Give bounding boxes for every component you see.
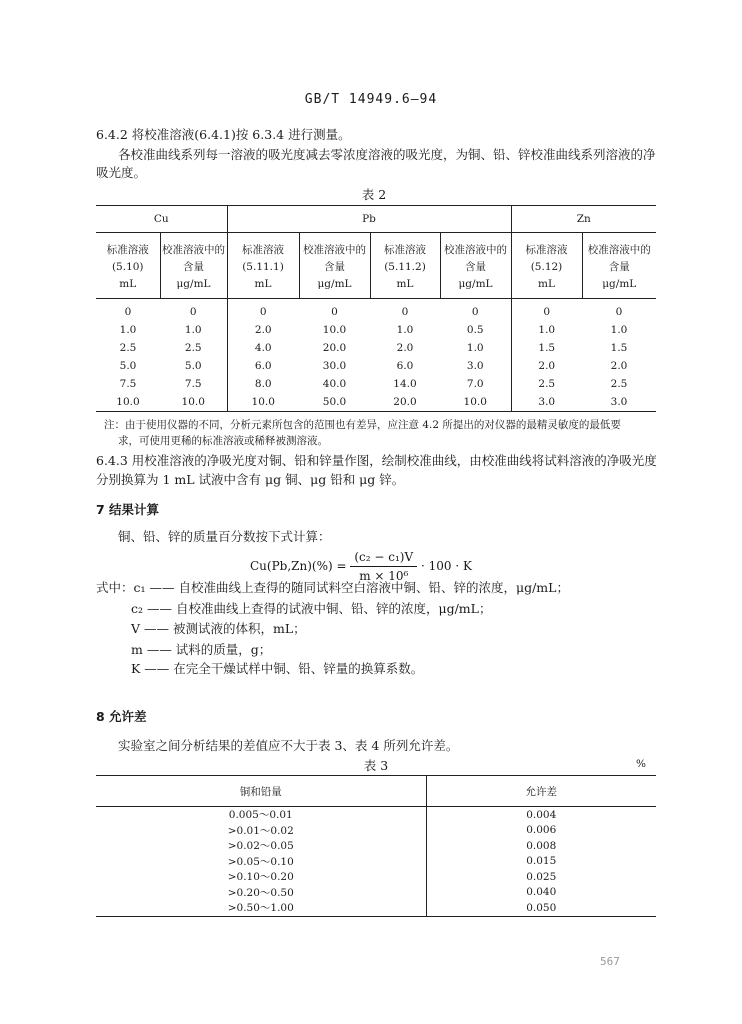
- table-cell: 1.0: [538, 324, 556, 336]
- table-cell: 0: [331, 306, 338, 318]
- header-cell: 校准溶液中的: [587, 244, 651, 256]
- header-cell: 标准溶液: [96, 233, 160, 259]
- table-cell: 1.0: [396, 324, 414, 336]
- table-cell: >0.01～0.02: [96, 823, 426, 839]
- header-unit: mL: [370, 275, 440, 299]
- section-8-heading: 8 允许差: [96, 709, 147, 724]
- table-row: [96, 838, 656, 854]
- section-6-4-3-line1: 6.4.3 用校准溶液的净吸光度对铜、铅和锌量作图，绘制校准曲线，由校准曲线将试料溶液的净吸光度: [96, 453, 657, 468]
- header-cell: 标准溶液: [511, 233, 582, 259]
- header-cell: 含量: [160, 258, 227, 275]
- table-row: [96, 854, 656, 870]
- header-unit: μg/mL: [440, 275, 511, 299]
- table-cell: 10.0: [322, 324, 347, 336]
- table-cell: 1.5: [610, 342, 628, 354]
- table-cell: 10.0: [160, 393, 227, 412]
- table-cell: 10.0: [251, 396, 275, 408]
- group-cu: Cu: [96, 206, 227, 233]
- table-row: [96, 299, 656, 322]
- section-6-4-2-line3: 吸光度。: [96, 165, 147, 180]
- table-cell: 8.0: [254, 378, 272, 390]
- header-cell: 标准溶液: [370, 233, 440, 259]
- table-row: [96, 885, 656, 901]
- table-cell: >0.05～0.10: [96, 854, 426, 870]
- header-cell: 含量: [299, 258, 370, 275]
- table-cell: 2.5: [538, 378, 556, 390]
- table2-note-line1: 注：由于使用仪器的不同，分析元素所包含的范围也有差异，应注意 4.2 所提出的对仪器的最精灵敏度的最低要: [104, 419, 621, 431]
- section-7-intro: 铜、铅、锌的质量百分数按下式计算：: [118, 529, 331, 544]
- table-cell: 30.0: [322, 360, 347, 372]
- table-row: [96, 823, 656, 839]
- table-cell: 0.050: [526, 901, 557, 914]
- table-cell: 3.0: [538, 396, 556, 408]
- formula-lhs: Cu(Pb,Zn)(%) =: [250, 559, 347, 573]
- table-cell: >0.02～0.05: [96, 838, 426, 854]
- page-number: 567: [600, 955, 620, 968]
- definition-c2: c₂ —— 自校准曲线上查得的试液中铜、铅、锌的浓度，μg/mL；: [131, 601, 492, 616]
- header-cell: 校准溶液中的: [160, 233, 227, 259]
- table-cell: 20.0: [322, 342, 347, 354]
- table-cell: 0: [401, 306, 409, 318]
- table-row: [96, 807, 656, 823]
- table-cell: 2.5: [160, 339, 227, 357]
- table-cell: 2.0: [396, 342, 414, 354]
- table-cell: 7.0: [440, 375, 511, 393]
- table-row: [96, 393, 656, 412]
- table-row: [96, 357, 656, 375]
- section-8-intro: 实验室之间分析结果的差值应不大于表 3、表 4 所列允许差。: [118, 738, 459, 753]
- header-unit: mL: [511, 275, 582, 299]
- table-cell: 0: [543, 306, 551, 318]
- header-cell: (5.10): [96, 258, 160, 275]
- formula-numerator: (c₂ − c₁)V: [350, 548, 417, 567]
- table-cell: 50.0: [322, 396, 347, 408]
- table-cell: 0.008: [526, 839, 557, 852]
- header-cell: 校准溶液中的: [299, 233, 370, 259]
- group-pb: Pb: [227, 206, 511, 233]
- table-cell: 0: [160, 299, 227, 322]
- table-cell: 7.5: [119, 378, 137, 390]
- table-cell: 0.005～0.01: [96, 807, 426, 823]
- table-cell: 10.0: [440, 393, 511, 412]
- table-cell: 40.0: [322, 378, 347, 390]
- table-cell: 1.0: [440, 339, 511, 357]
- definition-v: V —— 被测试液的体积，mL；: [131, 621, 306, 636]
- table-cell: 7.5: [160, 375, 227, 393]
- header-cell: 标准溶液: [227, 233, 299, 259]
- table3-caption: 表 3: [363, 758, 389, 773]
- section-6-4-2-line1: 6.4.2 将校准溶液(6.4.1)按 6.3.4 进行测量。: [96, 127, 351, 142]
- table-row: [96, 375, 656, 393]
- header-unit: μg/mL: [299, 275, 370, 299]
- table-cell: 2.0: [610, 360, 628, 372]
- table-cell: 2.5: [610, 378, 628, 390]
- table2-caption: 表 2: [361, 187, 387, 202]
- header-cell: (5.11.2): [370, 258, 440, 275]
- table-cell: 1.5: [538, 342, 556, 354]
- table-cell: 0: [440, 299, 511, 322]
- table-cell: 4.0: [254, 342, 272, 354]
- table3-header-tolerance: 允许差: [525, 785, 557, 798]
- table-cell: 20.0: [393, 396, 417, 408]
- table-cell: 6.0: [254, 360, 272, 372]
- table-cell: 2.0: [538, 360, 556, 372]
- definition-m: m —— 试料的质量，g；: [131, 642, 272, 657]
- header-cell: 校准溶液中的: [440, 233, 511, 259]
- header-cell: (5.12): [511, 258, 582, 275]
- table-cell: 0.006: [526, 824, 557, 837]
- table-cell: 0.5: [440, 321, 511, 339]
- table-cell: 0: [124, 306, 132, 318]
- header-cell: 含量: [440, 258, 511, 275]
- table-row: [96, 339, 656, 357]
- header-unit: mL: [227, 275, 299, 299]
- formula-denominator: m × 10⁶: [359, 569, 409, 583]
- table-row: [96, 900, 656, 916]
- section-6-4-2-line2: 各校准曲线系列每一溶液的吸光度减去零浓度溶液的吸光度，为铜、铅、锌校准曲线系列溶液的净: [118, 147, 656, 162]
- table-cell: 2.5: [119, 342, 137, 354]
- table-cell: 0.004: [526, 808, 557, 821]
- table2-note-line2: 求，可使用更稀的标准溶液或稀释被测溶液。: [118, 435, 328, 447]
- header-unit: mL: [96, 275, 160, 299]
- group-zn: Zn: [576, 213, 591, 225]
- page-header: GB/T 14949.6—94: [304, 92, 438, 107]
- section-6-4-3-line2: 分别换算为 1 mL 试液中含有 μg 铜、μg 铅和 μg 锌。: [96, 472, 405, 487]
- table3-header-range: 铜和铅量: [96, 776, 426, 807]
- table-cell: 14.0: [393, 378, 417, 390]
- header-cell: (5.11.1): [227, 258, 299, 275]
- table2: [96, 205, 656, 412]
- definition-c1: 式中：c₁ —— 自校准曲线上查得的随同试料空白溶液中铜、铅、锌的浓度，μg/mL；: [96, 580, 569, 595]
- table-cell: 10.0: [116, 396, 140, 408]
- header-unit: μg/mL: [602, 277, 637, 290]
- table-cell: >0.10～0.20: [96, 869, 426, 885]
- table3: [96, 775, 656, 917]
- table-row: [96, 869, 656, 885]
- table-cell: 5.0: [160, 357, 227, 375]
- table-row: [96, 321, 656, 339]
- table-cell: 3.0: [440, 357, 511, 375]
- table-cell: 1.0: [160, 321, 227, 339]
- table-cell: 0: [615, 306, 623, 318]
- table-cell: 0: [259, 306, 267, 318]
- table-cell: 0.025: [526, 870, 557, 883]
- header-cell: 含量: [608, 261, 630, 273]
- table-cell: 3.0: [610, 396, 628, 408]
- table-cell: 5.0: [119, 360, 137, 372]
- table-cell: 0.040: [526, 886, 557, 899]
- table3-unit: %: [636, 758, 646, 770]
- definition-k: K —— 在完全干燥试样中铜、铅、锌量的换算系数。: [131, 661, 424, 676]
- table-cell: 1.0: [119, 324, 137, 336]
- table-cell: 1.0: [610, 324, 628, 336]
- table-cell: 6.0: [396, 360, 414, 372]
- table-cell: >0.50～1.00: [96, 900, 426, 916]
- table-cell: 0.015: [526, 855, 557, 868]
- formula-rhs: · 100 · K: [420, 559, 472, 573]
- table-cell: 2.0: [254, 324, 272, 336]
- section-7-heading: 7 结果计算: [96, 502, 160, 517]
- table-cell: >0.20～0.50: [96, 885, 426, 901]
- header-unit: μg/mL: [160, 275, 227, 299]
